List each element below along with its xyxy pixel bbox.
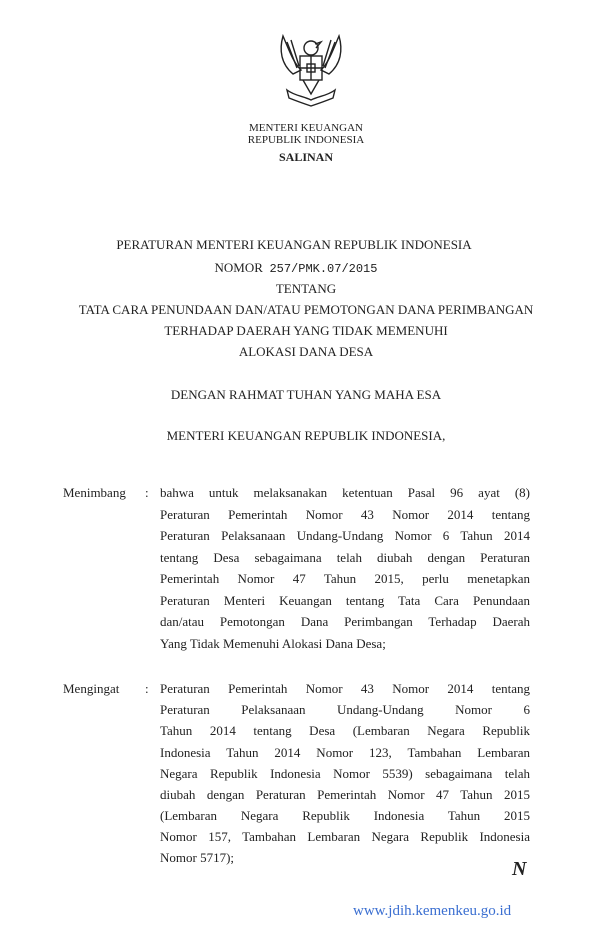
- mengingat-line: Negara Republik Indonesia Nomor 5539) sebagaimana telah: [160, 766, 530, 781]
- nomor-label: NOMOR: [214, 260, 263, 275]
- menimbang-line: Yang Tidak Memenuhi Alokasi Dana Desa;: [160, 636, 386, 651]
- mengingat-line: Nomor 5717);: [160, 850, 235, 865]
- regulation-number: [0, 260, 602, 276]
- subject-line-3: ALOKASI DANA DESA: [238, 344, 374, 359]
- menimbang-line: dan/atau Pemotongan Dana Perimbangan Terhadap Daerah: [160, 614, 530, 629]
- garuda-emblem-icon: [275, 30, 347, 112]
- authority: MENTERI KEUANGAN REPUBLIK INDONESIA,: [166, 428, 446, 443]
- initial-paraf: N: [512, 858, 527, 880]
- copy-mark: SALINAN: [278, 150, 333, 164]
- mengingat-line: Indonesia Tahun 2014 Nomor 123, Tambahan Lembaran: [160, 745, 530, 760]
- menimbang-colon: :: [145, 485, 149, 500]
- mengingat-line: diubah dengan Peraturan Pemerintah Nomor 47 Tahun 2015: [160, 787, 530, 802]
- mengingat-line: Peraturan Pemerintah Nomor 43 Nomor 2014 tentang: [160, 681, 530, 696]
- ministry-line-2: REPUBLIK INDONESIA: [247, 134, 365, 146]
- mengingat-label: Mengingat: [63, 681, 120, 696]
- mengingat-line: Tahun 2014 tentang Desa (Lembaran Negara Republik: [160, 723, 530, 738]
- subject-line-2: TERHADAP DAERAH YANG TIDAK MEMENUHI: [164, 323, 448, 338]
- regulation-title: PERATURAN MENTERI KEUANGAN REPUBLIK INDONESIA: [116, 237, 472, 252]
- tentang: TENTANG: [275, 281, 337, 296]
- menimbang-line: Peraturan Pemerintah Nomor 43 Nomor 2014 tentang: [160, 507, 530, 522]
- menimbang-line: Peraturan Menteri Keuangan tentang Tata Cara Penundaan: [160, 593, 530, 608]
- menimbang-line: Pemerintah Nomor 47 Tahun 2015, perlu menetapkan: [160, 571, 530, 586]
- nomor-value: 257/PMK.07/2015: [269, 262, 378, 276]
- menimbang-line: bahwa untuk melaksanakan ketentuan Pasal 96 ayat (8): [160, 485, 530, 500]
- menimbang-label: Menimbang: [63, 485, 126, 500]
- mengingat-line: (Lembaran Negara Republik Indonesia Tahun 2015: [160, 808, 530, 823]
- mengingat-colon: :: [145, 681, 149, 696]
- jdih-link[interactable]: www.jdih.kemenkeu.go.id: [353, 903, 512, 919]
- ministry-line-1: MENTERI KEUANGAN: [249, 122, 363, 134]
- mengingat-line: Nomor 157, Tambahan Lembaran Negara Republik Indonesia: [160, 829, 530, 844]
- mengingat-line: Peraturan Pelaksanaan Undang-Undang Nomor 6: [160, 702, 530, 717]
- menimbang-line: Peraturan Pelaksanaan Undang-Undang Nomor 6 Tahun 2014: [160, 528, 530, 543]
- subject-line-1: TATA CARA PENUNDAAN DAN/ATAU PEMOTONGAN DANA PERIMBANGAN: [78, 302, 534, 317]
- invocation: DENGAN RAHMAT TUHAN YANG MAHA ESA: [170, 387, 442, 402]
- menimbang-line: tentang Desa sebagaimana telah diubah dengan Peraturan: [160, 550, 530, 565]
